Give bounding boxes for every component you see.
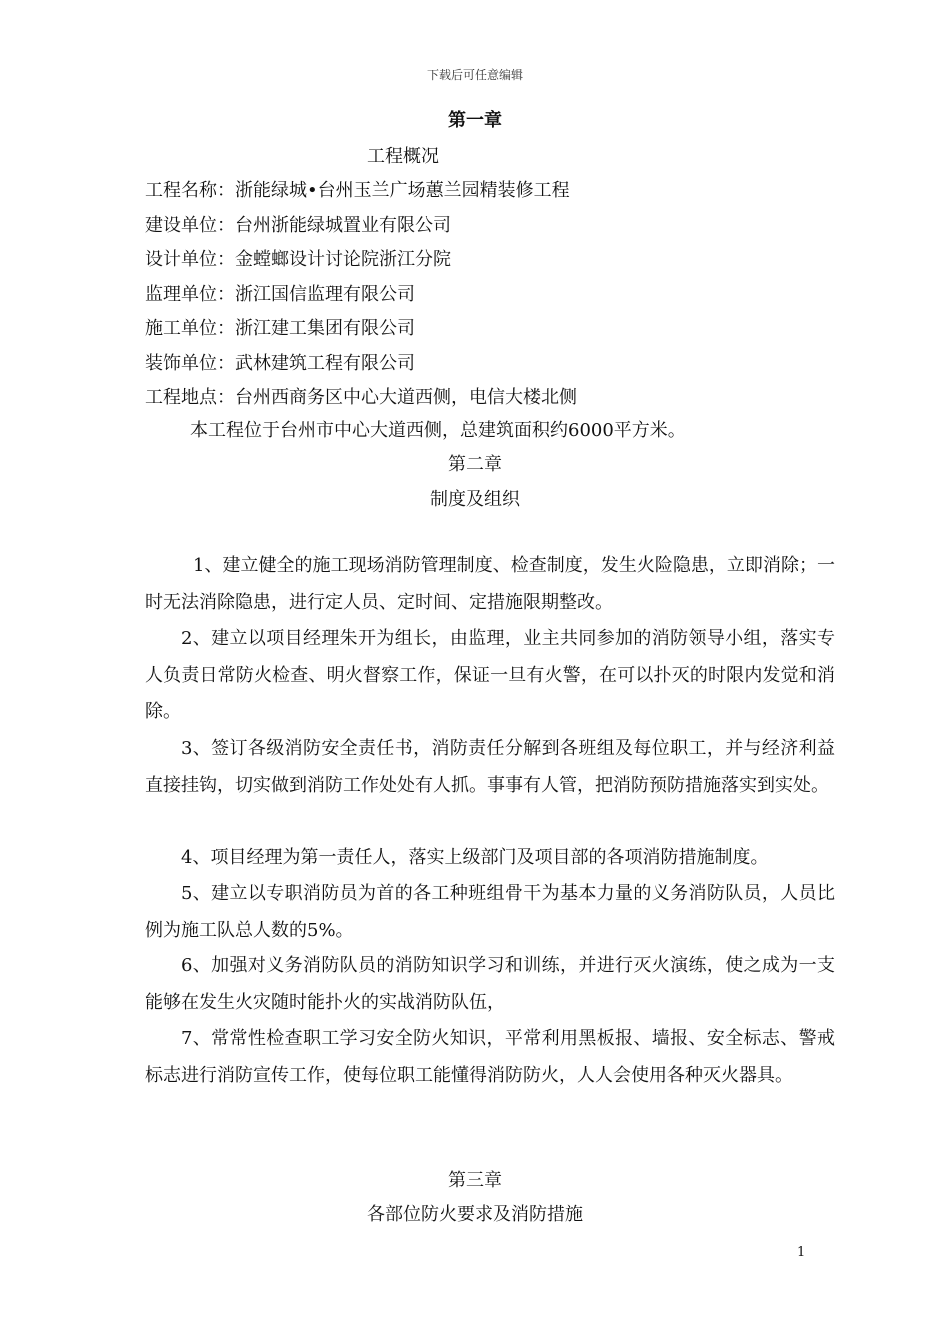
page-number: 1 [797,1245,806,1260]
chapter2-title: 第二章 [448,454,502,475]
info-developer: 建设单位：台州浙能绿城置业有限公司 [145,214,451,236]
paragraph-5: 5、建立以专职消防员为首的各工种班组骨干为基本力量的义务消防队员，人员比例为施工队总人数的5%。 [145,883,835,941]
info-contractor: 施工单位：浙江建工集团有限公司 [145,318,415,339]
info-designer: 设计单位：金螳螂设计讨论院浙江分院 [145,249,451,270]
chapter3-subtitle: 各部位防火要求及消防措施 [367,1204,583,1225]
chapter1-subtitle: 工程概况 [367,146,439,167]
info-decorator: 装饰单位：武林建筑工程有限公司 [145,352,415,374]
info-location: 工程地点：台州西商务区中心大道西侧，电信大楼北侧 [145,387,577,408]
chapter3-title: 第三章 [448,1170,502,1191]
paragraph-6: 6、加强对义务消防队员的消防知识学习和训练，并进行灭火演练，使之成为一支能够在发生火灾随时能扑火的实战消防队伍， [145,955,835,1013]
info-project-name: 工程名称：浙能绿城•台州玉兰广场蕙兰园精装修工程 [145,180,570,201]
chapter1-title: 第一章 [448,110,502,131]
paragraph-2: 2、建立以项目经理朱开为组长，由监理，业主共同参加的消防领导小组，落实专人负责日常防火检查、明火督察工作，保证一旦有火警，在可以扑灭的时限内发觉和消除。 [145,628,835,722]
page-header: 下载后可任意编辑 [426,68,523,82]
project-info [145,174,577,416]
chapter2-subtitle: 制度及组织 [430,489,520,510]
paragraph-4: 4、项目经理为第一责任人，落实上级部门及项目部的各项消防措施制度。 [181,847,769,868]
project-summary: 本工程位于台州市中心大道西侧，总建筑面积约6000平方米。 [190,420,686,441]
info-supervisor: 监理单位：浙江国信监理有限公司 [145,283,415,305]
paragraph-3: 3、签订各级消防安全责任书，消防责任分解到各班组及每位职工，并与经济利益直接挂钩，切实做到消防工作处处有人抓。事事有人管，把消防预防措施落实到实处。 [145,738,835,796]
paragraph-1: 1、建立健全的施工现场消防管理制度、检查制度，发生火险隐患，立即消除；一时无法消除隐患，进行定人员、定时间、定措施限期整改。 [145,555,835,613]
paragraph-7: 7、常常性检查职工学习安全防火知识，平常利用黑板报、墙报、安全标志、警戒标志进行消防宣传工作，使每位职工能懂得消防防火，人人会使用各种灭火器具。 [145,1028,835,1086]
